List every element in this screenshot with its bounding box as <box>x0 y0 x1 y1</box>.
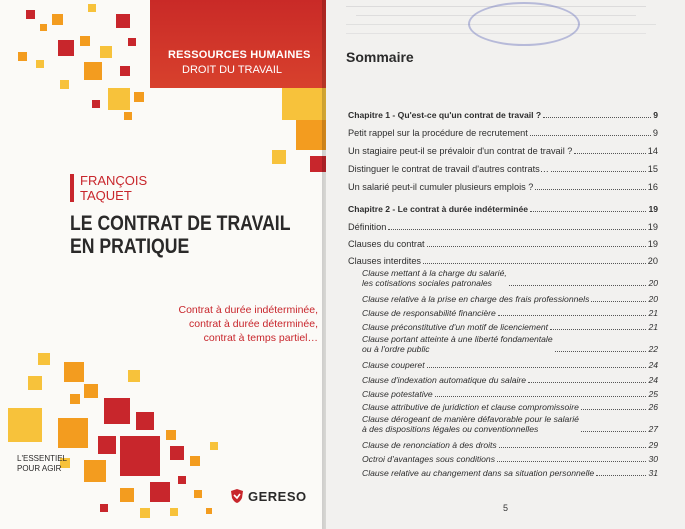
toc-entry-title: Clause attributive de juridiction et clause compromissoire <box>362 402 579 412</box>
ink-stamp <box>468 2 580 46</box>
toc-entry-page: 20 <box>648 294 658 304</box>
banner-line-1: RESSOURCES HUMAINES <box>168 49 311 61</box>
toc-entry-page: 24 <box>648 375 658 385</box>
decor-square <box>140 508 150 518</box>
decor-square <box>128 370 140 382</box>
author-bar <box>70 174 74 202</box>
toc-entry-page: 27 <box>648 424 658 434</box>
decor-square <box>28 376 42 390</box>
decor-square <box>120 436 160 476</box>
toc-subentry <box>362 440 658 450</box>
decor-square <box>104 398 130 424</box>
title-line-2: EN PRATIQUE <box>70 235 190 258</box>
toc-subentry <box>362 414 658 434</box>
toc-entry-page: 21 <box>648 322 658 332</box>
book-subtitle <box>150 303 318 345</box>
toc-entry <box>348 239 658 249</box>
toc-entry <box>348 146 658 156</box>
decor-square <box>124 112 132 120</box>
toc-entry-title: Clause de renonciation à des droits <box>362 440 497 450</box>
series-line-2: POUR AGIR <box>17 464 62 473</box>
decor-square <box>170 508 178 516</box>
toc-subentry <box>362 454 658 464</box>
book-title <box>70 212 290 258</box>
decor-square <box>84 460 106 482</box>
toc-subentry <box>362 294 658 304</box>
banner-line-2: DROIT DU TRAVAIL <box>182 64 283 76</box>
toc-entry-title: Chapitre 1 - Qu'est-ce qu'un contrat de travail ? <box>348 110 542 120</box>
decor-square <box>116 14 130 28</box>
toc-entry-page: 19 <box>647 222 658 232</box>
decor-square <box>52 14 63 25</box>
decor-square <box>18 52 27 61</box>
title-line-1: LE CONTRAT DE TRAVAIL <box>70 212 291 235</box>
toc-entry-title: Clause potestative <box>362 389 433 399</box>
toc-entry-title: Clauses interdites <box>348 256 422 266</box>
decor-square <box>120 66 130 76</box>
toc-entry-page: 19 <box>647 239 658 249</box>
toc-entry-page: 20 <box>648 278 658 288</box>
toc-entry-title: Définition <box>348 222 387 232</box>
toc-entry <box>348 222 658 232</box>
decor-square <box>64 362 84 382</box>
toc-entry-title: Clauses du contrat <box>348 239 425 249</box>
decor-square <box>190 456 200 466</box>
decor-square <box>38 353 50 365</box>
subtitle-line-1: Contrat à durée indéterminée, <box>178 304 318 316</box>
subtitle-line-3: contrat à temps partiel… <box>203 332 318 344</box>
toc-entry-page: 25 <box>648 389 658 399</box>
toc-entry <box>348 182 658 192</box>
toc-entry-page: 31 <box>648 468 658 478</box>
decor-square <box>150 482 170 502</box>
toc-subentry <box>362 334 658 354</box>
toc-entry-title: Un salarié peut-il cumuler plusieurs emplois ? <box>348 182 534 192</box>
toc-subentry <box>362 468 658 478</box>
toc-entry-page: 15 <box>647 164 658 174</box>
toc-entry-title: Clause couperet <box>362 360 425 370</box>
toc-entry-page: 14 <box>647 146 658 156</box>
toc-entry-title: Clause relative à la prise en charge des frais professionnels <box>362 294 590 304</box>
toc-entry-page: 21 <box>648 308 658 318</box>
book-cover <box>0 0 326 529</box>
toc-subentry <box>362 389 658 399</box>
toc-subentry <box>362 375 658 385</box>
series-label <box>17 454 67 474</box>
toc-subentry <box>362 322 658 332</box>
toc-subentry <box>362 308 658 318</box>
decor-square <box>70 394 80 404</box>
toc-subentry <box>362 402 658 412</box>
toc-entry <box>348 256 658 266</box>
decor-square <box>120 488 134 502</box>
page-number: 5 <box>503 503 509 513</box>
toc-entry-page: 24 <box>648 360 658 370</box>
decor-square <box>26 10 35 19</box>
decor-square <box>80 36 90 46</box>
author-first-name: FRANÇOIS <box>80 173 148 188</box>
toc-entry-title: Clause d'indexation automatique du salaire <box>362 375 527 385</box>
decor-square <box>206 508 212 514</box>
toc-entry-title: Clause préconstitutive d'un motif de licenciement <box>362 322 549 332</box>
toc-entry-title: Clause mettant à la charge du salarié, les cotisations sociales patronales <box>362 268 507 288</box>
toc-entry-title: Octroi d'avantages sous conditions <box>362 454 496 464</box>
decor-square <box>92 100 100 108</box>
author-name <box>80 173 147 203</box>
toc-subentry <box>362 360 658 370</box>
decor-square <box>210 442 218 450</box>
decor-square <box>194 490 202 498</box>
toc-entry <box>348 128 658 138</box>
toc-entry-title: Clause relative au changement dans sa situation personnelle <box>362 468 595 478</box>
toc-entry-page: 26 <box>648 402 658 412</box>
decor-square <box>88 4 96 12</box>
decor-square <box>58 40 74 56</box>
publisher-logo <box>230 486 307 506</box>
toc-subentry <box>362 268 658 288</box>
decor-square <box>136 412 154 430</box>
decor-square <box>100 504 108 512</box>
decor-square <box>178 476 186 484</box>
series-banner <box>150 0 326 88</box>
toc-entry-page: 9 <box>653 110 658 120</box>
toc-chapter <box>348 110 658 120</box>
toc-entry-title: Clause dérogeant de manière défavorable pour le salarié à des dispositions légales ou conventionnelles <box>362 414 579 434</box>
page-title: Sommaire <box>346 49 414 65</box>
decor-square <box>60 80 69 89</box>
toc-entry-title: Clause de responsabilité financière <box>362 308 496 318</box>
toc-entry-page: 19 <box>648 204 658 214</box>
decor-square <box>170 446 184 460</box>
author-last-name: TAQUET <box>80 188 132 203</box>
toc-chapter <box>348 204 658 214</box>
gereso-shield-icon <box>230 488 244 504</box>
toc-entry-page: 29 <box>648 440 658 450</box>
decor-square <box>272 150 286 164</box>
toc-entry-title: Un stagiaire peut-il se prévaloir d'un contrat de travail ? <box>348 146 573 156</box>
decor-square <box>166 430 176 440</box>
series-line-1: L'ESSENTIEL <box>17 454 67 463</box>
decor-square <box>58 418 88 448</box>
decor-square <box>84 62 102 80</box>
toc-entry-page: 16 <box>647 182 658 192</box>
toc-entry-page: 20 <box>647 256 658 266</box>
toc-entry-title: Distinguer le contrat de travail d'autres contrats… <box>348 164 549 174</box>
decor-square <box>100 46 112 58</box>
toc-entry-title: Clause portant atteinte à une liberté fondamentale ou à l'ordre public <box>362 334 553 354</box>
decor-square <box>40 24 47 31</box>
toc-entry-page: 9 <box>652 128 658 138</box>
toc-entry-title: Petit rappel sur la procédure de recrutement <box>348 128 528 138</box>
subtitle-line-2: contrat à durée déterminée, <box>189 318 318 330</box>
decor-square <box>84 384 98 398</box>
decor-square <box>128 38 136 46</box>
decor-square <box>36 60 44 68</box>
decor-square <box>98 436 116 454</box>
toc-entry <box>348 164 658 174</box>
publisher-name: GERESO <box>248 488 307 504</box>
decor-square <box>134 92 144 102</box>
contents-page <box>326 0 685 529</box>
toc-entry-title: Chapitre 2 - Le contrat à durée indéterminée <box>348 204 529 214</box>
toc-entry-page: 30 <box>648 454 658 464</box>
toc-entry-page: 22 <box>648 344 658 354</box>
decor-square <box>8 408 42 442</box>
decor-square <box>108 88 130 110</box>
